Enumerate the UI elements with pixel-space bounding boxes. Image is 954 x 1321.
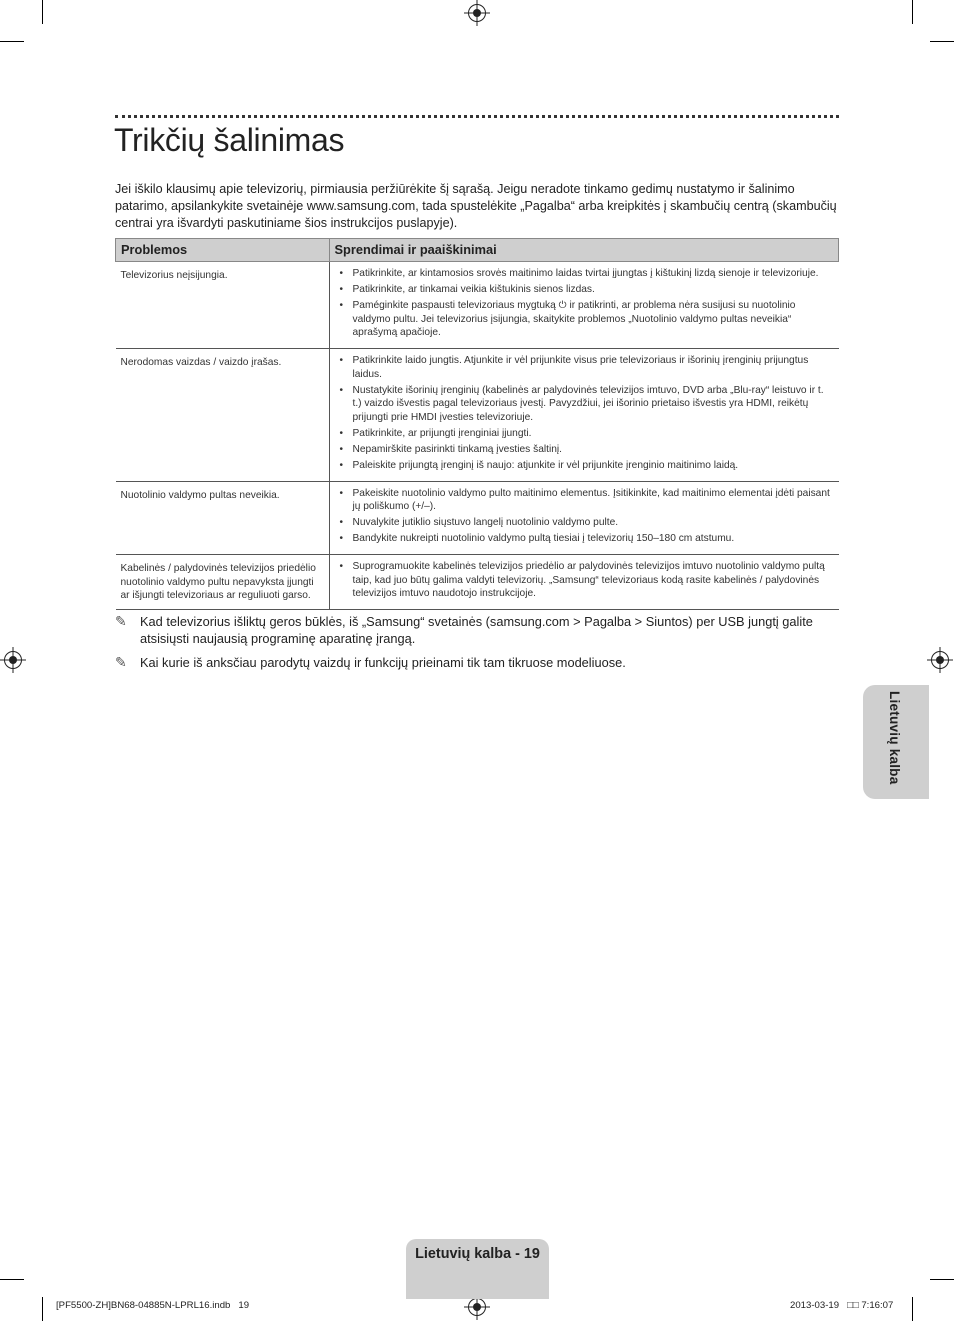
print-info-right: 2013-03-19 □□ 7:16:07 bbox=[790, 1300, 894, 1311]
column-header-problems: Problemos bbox=[116, 239, 330, 262]
solution-item: • Nuvalykite jutiklio siųstuvo langelį nuotolinio valdymo pulte. bbox=[335, 516, 834, 530]
note-pen-icon: ✎ bbox=[115, 654, 127, 670]
table-row bbox=[116, 481, 839, 555]
solutions-cell bbox=[329, 481, 839, 555]
solution-item: • Patikrinkite, ar prijungti įrenginiai įjungti. bbox=[335, 427, 834, 441]
solutions-cell bbox=[329, 555, 839, 610]
crop-mark bbox=[930, 41, 954, 42]
page-number-label: Lietuvių kalba - 19 bbox=[415, 1246, 540, 1262]
table-row bbox=[116, 555, 839, 610]
solution-item: • Nustatykite išorinių įrenginių (kabelinės ar palydovinės televizijos imtuvo, DVD arba „Blu-ray“ leistuvo ir t. t.) vaizdo išvestis pagal televizoriaus įvestį. Pavyzdžiui, jei išorinio prietaiso išvestis yra HDMI, reikėtų prijungti prie HMDI įvesties televizoriuje. bbox=[335, 384, 834, 425]
note-pen-icon: ✎ bbox=[115, 613, 127, 629]
registration-mark-icon bbox=[4, 651, 22, 669]
registration-mark-icon bbox=[931, 651, 949, 669]
solution-item: • Paméginkite paspausti televizoriaus mygtuką ⏻ ir patikrinti, ar problema nėra susijusi su nuotolinio valdymo pultu. Jei televizorius įsijungia, skaitykite problemos „Nuotolinio valdymo pultas neveikia“ aprašymą apačioje. bbox=[335, 299, 834, 340]
crop-mark bbox=[930, 1279, 954, 1280]
intro-paragraph: Jei iškilo klausimų apie televizorių, pirmiausia peržiūrėkite šį sąrašą. Jeigu neradote tinkamo gedimų nustatymo ir šalinimo patarimo, apsilankykite svetainėje www.samsung.com, tada spustelėkite „Pagalba“ arba kreipkitės į skambučių centrą (skambučių centrai yra išvardyti paskutiniame šios instrukcijos puslapyje). bbox=[115, 182, 837, 230]
solution-item: • Patikrinkite laido jungtis. Atjunkite ir vėl prijunkite visus prie televizoriaus ir išorinių įrenginių prijungtus laidus. bbox=[335, 354, 834, 381]
crop-mark bbox=[42, 1297, 43, 1321]
problem-cell: Kabelinės / palydovinės televizijos priedėlio nuotolinio valdymo pultu nepavyksta įjungti ar išjungti televizoriaus ar reguliuoti garso. bbox=[116, 555, 330, 610]
table-row bbox=[116, 262, 839, 349]
column-header-solutions: Sprendimai ir paaiškinimai bbox=[329, 239, 839, 262]
solution-item: • Patikrinkite, ar kintamosios srovės maitinimo laidas tvirtai įjungtas į kištukinį lizdą sienoje ir televizoriuje. bbox=[335, 267, 834, 281]
solutions-cell bbox=[329, 262, 839, 349]
page-number-tab bbox=[406, 1239, 549, 1299]
table-row bbox=[116, 349, 839, 482]
crop-mark bbox=[912, 1297, 913, 1321]
note-item bbox=[115, 654, 845, 671]
crop-mark bbox=[0, 41, 24, 42]
page-title: Trikčių šalinimas bbox=[114, 122, 345, 158]
solution-item: • Suprogramuokite kabelinės televizijos priedėlio ar palydovinės televizijos imtuvo nuotolinio valdymo pultą taip, kad juo būtų galima valdyti televizorių. „Samsung“ televizoriaus kodą rasite kabelinės / palydovinės televizijos imtuvo naudotojo instrukcijoje. bbox=[335, 560, 834, 601]
note-text: Kad televizorius išliktų geros būklės, iš „Samsung“ svetainės (samsung.com > Pagalba > Siuntos) per USB jungtį galite atsisiųsti naujausią programinę aparatinę įrangą. bbox=[140, 614, 813, 646]
solution-item: • Nepamirškite pasirinkti tinkamą įvesties šaltinį. bbox=[335, 443, 834, 457]
solution-item: • Patikrinkite, ar tinkamai veikia kištukinis sienos lizdas. bbox=[335, 283, 834, 297]
title-dotted-rule bbox=[115, 115, 839, 118]
print-info-left: [PF5500-ZH]BN68-04885N-LPRL16.indb 19 bbox=[56, 1300, 250, 1311]
table-header-row bbox=[116, 239, 839, 262]
notes-section bbox=[115, 613, 845, 678]
problem-cell: Televizorius neįsijungia. bbox=[116, 262, 330, 349]
registration-mark-icon bbox=[468, 1298, 486, 1316]
solution-item: • Paleiskite prijungtą įrenginį iš naujo: atjunkite ir vėl prijunkite įrenginio maitinimo laidą. bbox=[335, 459, 834, 473]
crop-mark bbox=[0, 1279, 24, 1280]
language-side-tab-label: Lietuvių kalba bbox=[887, 691, 902, 785]
solutions-cell bbox=[329, 349, 839, 482]
crop-mark bbox=[42, 0, 43, 24]
crop-mark bbox=[912, 0, 913, 24]
note-text: Kai kurie iš anksčiau parodytų vaizdų ir funkcijų prieinami tik tam tikruose modeliuose. bbox=[140, 655, 626, 670]
solution-item: • Bandykite nukreipti nuotolinio valdymo pultą tiesiai į televizorių 150–180 cm atstumu. bbox=[335, 532, 834, 546]
problem-cell: Nerodomas vaizdas / vaizdo įrašas. bbox=[116, 349, 330, 482]
language-side-tab bbox=[863, 685, 929, 799]
note-item bbox=[115, 613, 845, 647]
solution-item: • Pakeiskite nuotolinio valdymo pulto maitinimo elementus. Įsitikinkite, kad maitinimo elementai įdėti paisant jų poliškumo (+/–). bbox=[335, 487, 834, 514]
troubleshooting-table bbox=[115, 238, 839, 610]
registration-mark-icon bbox=[468, 4, 486, 22]
problem-cell: Nuotolinio valdymo pultas neveikia. bbox=[116, 481, 330, 555]
